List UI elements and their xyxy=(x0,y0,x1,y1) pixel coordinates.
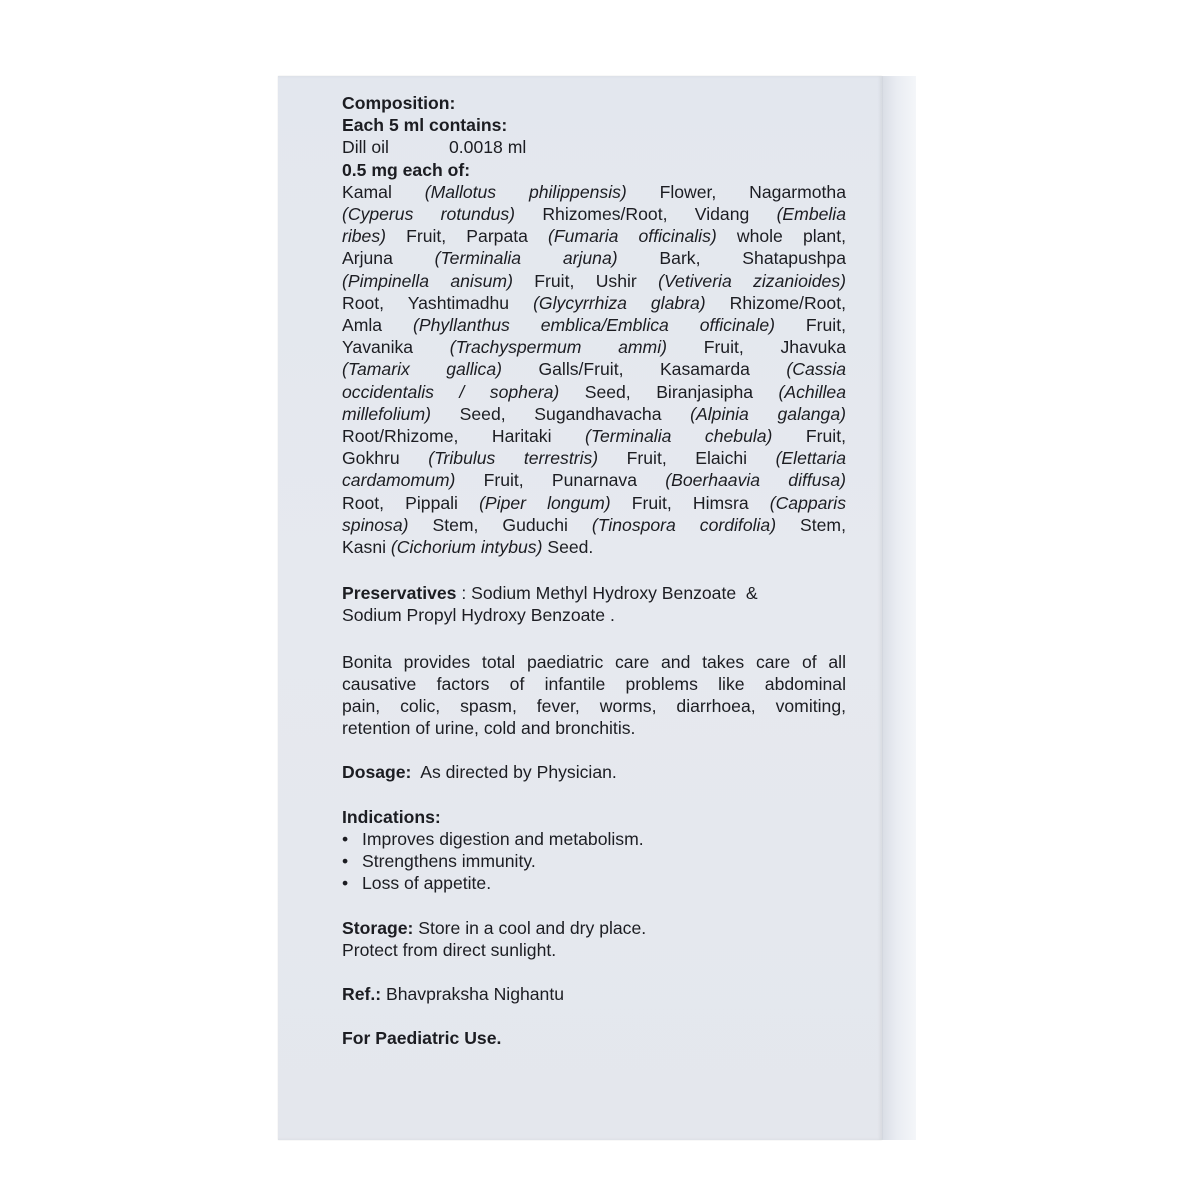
description-line-3: pain, colic, spasm, fever, worms, diarrhoea, vomiting, xyxy=(342,696,846,717)
botanical-name: (Fumaria officinalis) xyxy=(548,226,717,247)
storage-line-1 xyxy=(342,917,846,939)
ingredient-text: Fruit, Himsra xyxy=(610,492,770,513)
ingredient-line xyxy=(342,447,846,469)
botanical-name: (Cichorium intybus) xyxy=(390,537,543,558)
ingredient-line xyxy=(342,425,846,447)
ingredient-text: Arjuna xyxy=(342,248,435,269)
ingredient-line xyxy=(342,292,846,314)
storage-text-1: Store in a cool and dry place. xyxy=(413,917,647,938)
botanical-name: (Phyllanthus emblica/Emblica officinale) xyxy=(413,315,776,336)
ingredient-text: Fruit, Punarnava xyxy=(455,470,666,491)
botanical-name: (Terminalia chebula) xyxy=(585,426,773,447)
ingredient-text: Kamal xyxy=(342,181,425,202)
each-5ml-label: Each 5 ml contains: xyxy=(342,115,508,136)
ingredient-line xyxy=(342,514,846,536)
ingredient-text: Yavanika xyxy=(342,337,450,358)
ingredient-line xyxy=(342,536,846,558)
ingredient-text: Galls/Fruit, Kasamarda xyxy=(501,359,787,380)
ingredients-paragraph xyxy=(342,181,846,558)
description-line-2: causative factors of infantile problems like abdominal xyxy=(342,673,846,694)
botanical-name: ribes) xyxy=(342,226,386,247)
botanical-name: (Capparis xyxy=(769,492,846,513)
botanical-name: (Cyperus rotundus) xyxy=(342,204,516,225)
ingredient-text: Bark, Shatapushpa xyxy=(617,248,846,269)
ingredient-text: Rhizome/Root, xyxy=(705,292,846,313)
ingredient-text: Rhizomes/Root, Vidang xyxy=(515,204,777,225)
storage-line-2: Protect from direct sunlight. xyxy=(342,939,557,960)
ingredient-line xyxy=(342,469,846,491)
description-line-4: retention of urine, cold and bronchitis. xyxy=(342,718,636,739)
paediatric-use-note: For Paediatric Use. xyxy=(342,1028,502,1049)
ingredient-text: Flower, Nagarmotha xyxy=(626,181,846,202)
botanical-name: (Piper longum) xyxy=(479,492,611,513)
botanical-name: cardamomum) xyxy=(342,470,456,491)
reference-label: Ref.: xyxy=(342,983,382,1004)
indication-item xyxy=(342,872,846,894)
preservatives-line-2: Sodium Propyl Hydroxy Benzoate . xyxy=(342,605,615,626)
dosage-label: Dosage: xyxy=(342,762,412,783)
preservatives-text-1: : Sodium Methyl Hydroxy Benzoate & xyxy=(456,583,758,604)
botanical-name: (Glycyrrhiza glabra) xyxy=(533,292,706,313)
botanical-name: (Achillea xyxy=(778,381,846,402)
indications-heading: Indications: xyxy=(342,806,441,827)
label-text-block xyxy=(342,92,846,1049)
storage-label: Storage: xyxy=(342,917,414,938)
ingredient-text: Kasni xyxy=(342,537,391,558)
composition-heading: Composition: xyxy=(342,93,456,113)
ingredient-text: whole plant, xyxy=(716,226,846,247)
ingredient-text: Fruit, Ushir xyxy=(512,270,659,291)
ingredient-text: Stem, xyxy=(776,514,846,535)
each-of-label: 0.5 mg each of: xyxy=(342,159,471,180)
ingredient-text: Fruit, xyxy=(772,426,846,447)
ingredient-line xyxy=(342,403,846,425)
indication-text: Loss of appetite. xyxy=(362,873,492,894)
preservatives-line-1 xyxy=(342,582,846,604)
botanical-name: occidentalis / sophera) xyxy=(342,381,560,402)
botanical-name: (Tamarix gallica) xyxy=(342,359,502,380)
botanical-name: (Boerhaavia diffusa) xyxy=(665,470,846,491)
ingredient-text: Root, Pippali xyxy=(342,492,480,513)
ingredient-text: Fruit, Elaichi xyxy=(598,448,776,469)
dill-oil-value: 0.0018 ml xyxy=(449,137,527,158)
ingredient-line xyxy=(342,492,846,514)
ingredient-line xyxy=(342,314,846,336)
bullet-icon: • xyxy=(342,851,349,872)
dosage-text: As directed by Physician. xyxy=(411,762,617,783)
ingredient-line xyxy=(342,203,846,225)
dosage-line xyxy=(342,761,846,783)
preservatives-label: Preservatives xyxy=(342,583,457,604)
carton-side-panel xyxy=(880,76,916,1140)
reference-text: Bhavpraksha Nighantu xyxy=(381,983,565,1004)
ingredient-text: Stem, Guduchi xyxy=(408,514,592,535)
botanical-name: (Pimpinella anisum) xyxy=(342,270,513,291)
botanical-name: (Terminalia arjuna) xyxy=(434,248,618,269)
botanical-name: (Tribulus terrestris) xyxy=(428,448,599,469)
botanical-name: (Tinospora cordifolia) xyxy=(591,514,777,535)
indication-text: Strengthens immunity. xyxy=(362,851,536,872)
bullet-icon: • xyxy=(342,873,349,894)
ingredient-text: Fruit, xyxy=(775,315,846,336)
indication-item xyxy=(342,828,846,850)
indication-item xyxy=(342,850,846,872)
indication-text: Improves digestion and metabolism. xyxy=(362,828,644,849)
ingredient-line xyxy=(342,181,846,203)
ingredient-text: Fruit, Jhavuka xyxy=(667,337,846,358)
botanical-name: (Elettaria xyxy=(775,448,846,469)
botanical-name: (Alpinia galanga) xyxy=(690,403,846,424)
ingredient-text: Seed, Sugandhavacha xyxy=(430,403,691,424)
ingredient-line xyxy=(342,247,846,269)
ingredient-line xyxy=(342,358,846,380)
botanical-name: (Embelia xyxy=(776,204,846,225)
botanical-name: spinosa) xyxy=(342,514,409,535)
dill-oil-name: Dill oil xyxy=(342,137,389,158)
ingredient-text: Gokhru xyxy=(342,448,429,469)
botanical-name: millefolium) xyxy=(342,403,431,424)
ingredient-line xyxy=(342,381,846,403)
ingredient-text: Root/Rhizome, Haritaki xyxy=(342,426,586,447)
bullet-icon: • xyxy=(342,828,349,849)
ingredient-line xyxy=(342,336,846,358)
ingredient-text: Fruit, Parpata xyxy=(386,226,549,247)
botanical-name: (Trachyspermum ammi) xyxy=(449,337,667,358)
botanical-name: (Cassia xyxy=(786,359,847,380)
ingredient-text: Amla xyxy=(342,315,413,336)
botanical-name: (Mallotus philippensis) xyxy=(424,181,627,202)
reference-line xyxy=(342,983,846,1005)
description-line-1: Bonita provides total paediatric care and takes care of all xyxy=(342,651,846,672)
botanical-name: (Vetiveria zizanioides) xyxy=(658,270,846,291)
ingredient-text: Seed. xyxy=(542,537,594,558)
ingredient-text: Root, Yashtimadhu xyxy=(342,292,534,313)
ingredient-line xyxy=(342,270,846,292)
dill-oil-row xyxy=(342,136,846,158)
ingredient-text: Seed, Biranjasipha xyxy=(559,381,779,402)
ingredient-line xyxy=(342,225,846,247)
